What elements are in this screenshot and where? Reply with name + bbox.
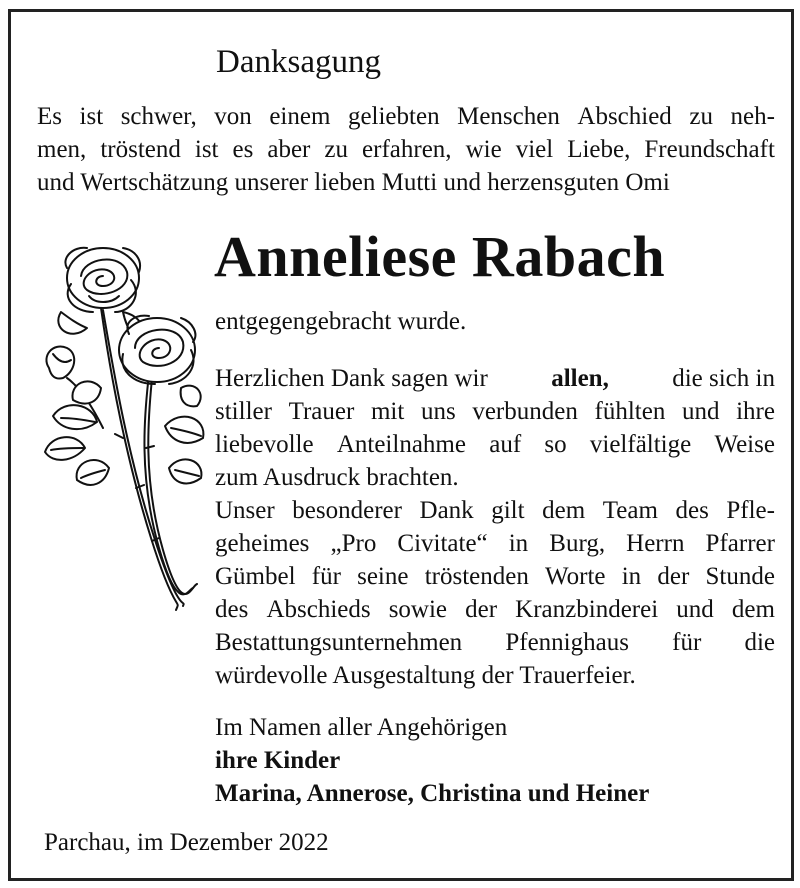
signoff-intro: Im Namen aller Angehörigen [215, 714, 508, 741]
thanks-paragraph [215, 362, 775, 692]
thanks-line-3: liebevolle Anteilnahme auf so vielfältige Weise [215, 431, 775, 458]
notice-heading: Danksagung [216, 44, 381, 80]
place-date: Parchau, im Dezember 2022 [44, 829, 329, 856]
signoff-relation: ihre Kinder [215, 747, 341, 774]
intro-line-1: Es ist schwer, von einem geliebten Menschen Abschied zu neh- [37, 103, 775, 130]
deceased-name: Anneliese Rabach [214, 224, 666, 289]
thanks-line-1: Herzlichen Dank sagen wir allen, die sich in [215, 365, 775, 392]
intro-line-3: und Wertschätzung unserer lieben Mutti und herzensguten Omi [37, 169, 670, 196]
obituary-notice [8, 9, 794, 881]
signoff-names: Marina, Annerose, Christina und Heiner [215, 780, 650, 807]
roses-icon [31, 238, 211, 622]
thanks-line-5: Unser besonderer Dank gilt dem Team des Pfle- [215, 497, 775, 524]
thanks-line-8: des Abschieds sowie der Kranzbinderei und dem [215, 596, 775, 623]
signoff-block [215, 711, 775, 810]
thanks-line-2: stiller Trauer mit uns verbunden fühlten und ihre [215, 398, 775, 425]
thanks-line-7: Gümbel für seine tröstenden Worte in der Stunde [215, 563, 775, 590]
thanks-line-4: zum Ausdruck brachten. [215, 464, 459, 491]
intro-line-2: men, tröstend ist es aber zu erfahren, wie viel Liebe, Freundschaft [37, 136, 775, 163]
thanks-line-6: geheimes „Pro Civitate“ in Burg, Herrn Pfarrer [215, 530, 775, 557]
thanks-line-10: würdevolle Ausgestaltung der Trauerfeier. [215, 662, 636, 689]
after-name-text: entgegengebracht wurde. [215, 308, 467, 335]
thanks-line-9: Bestattungsunternehmen Pfennighaus für die [215, 629, 775, 656]
intro-paragraph [37, 100, 775, 199]
